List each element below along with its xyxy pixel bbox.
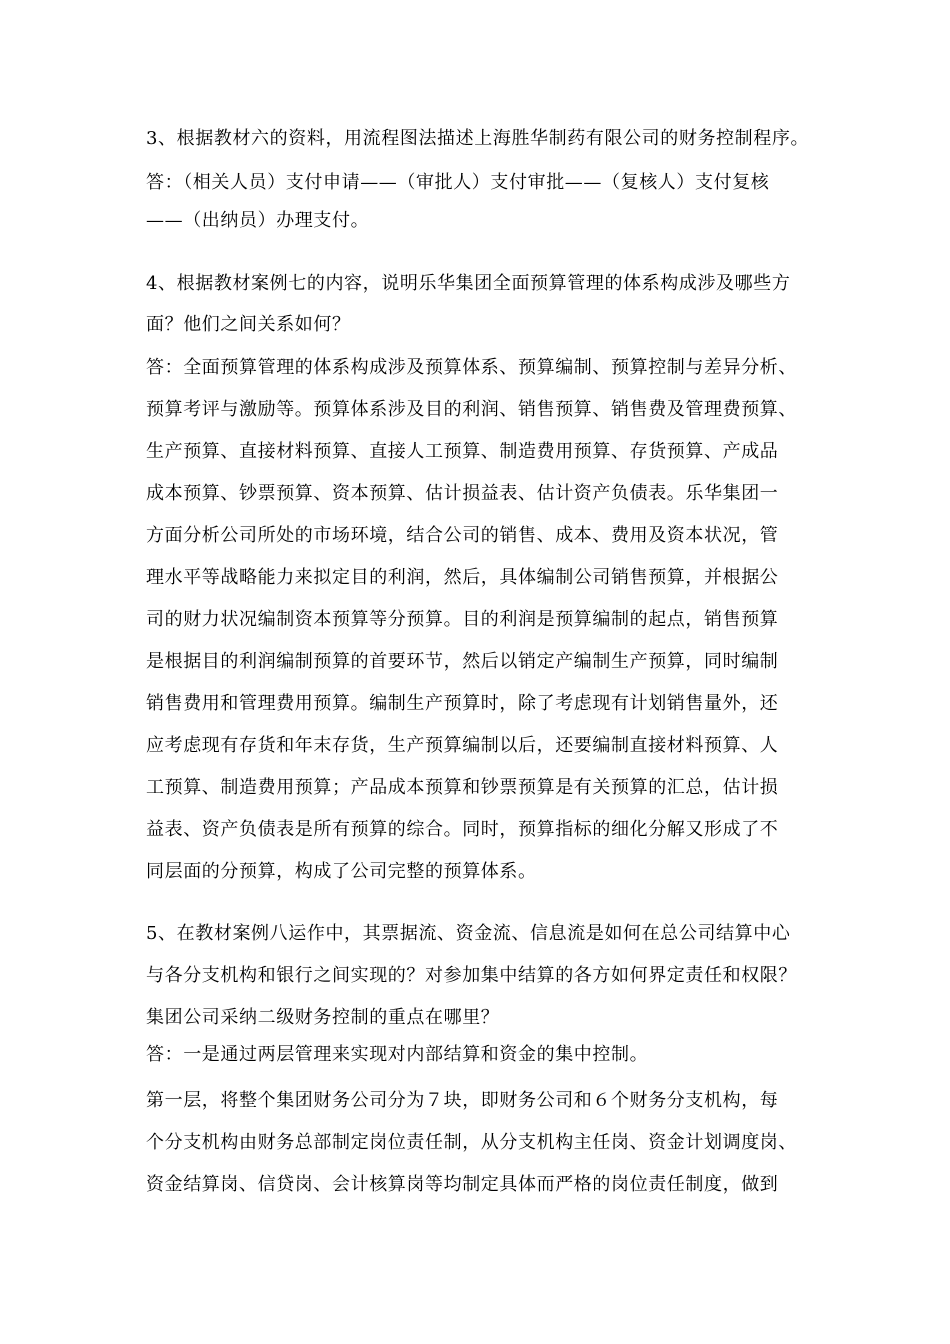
question-5-line-3: 集团公司采纳二级财务控制的重点在哪里？ (146, 1007, 500, 1028)
answer-5-line-2: 第一层，将整个集团财务公司分为７块，即财务公司和６个财务分支机构，每 (146, 1090, 779, 1111)
answer-4-line-13: 同层面的分预算，构成了公司完整的预算体系。 (146, 861, 537, 882)
answer-4-line-9: 销售费用和管理费用预算。编制生产预算时，除了考虑现有计划销售量外，还 (146, 693, 779, 714)
answer-3-line-1: 答：（相关人员）支付申请——（审批人）支付审批——（复核人）支付复核 (146, 172, 770, 193)
question-5-line-2: 与各分支机构和银行之间实现的？对参加集中结算的各方如何界定责任和权限？ (146, 965, 797, 986)
answer-4-line-5: 方面分析公司所处的市场环境，结合公司的销售、成本、费用及资本状况，管 (146, 525, 779, 546)
answer-5-line-4: 资金结算岗、信贷岗、会计核算岗等均制定具体而严格的岗位责任制度，做到 (146, 1174, 779, 1195)
question-4-line-1: 4、根据教材案例七的内容，说明乐华集团全面预算管理的体系构成涉及哪些方 (146, 273, 791, 294)
answer-4-line-3: 生产预算、直接材料预算、直接人工预算、制造费用预算、存货预算、产成品 (146, 441, 779, 462)
answer-4-line-11: 工预算、制造费用预算；产品成本预算和钞票预算是有关预算的汇总，估计损 (146, 777, 779, 798)
answer-4-line-4: 成本预算、钞票预算、资本预算、估计损益表、估计资产负债表。乐华集团一 (146, 483, 779, 504)
answer-4-line-1: 答：全面预算管理的体系构成涉及预算体系、预算编制、预算控制与差异分析、 (146, 357, 797, 378)
answer-5-line-1: 答：一是通过两层管理来实现对内部结算和资金的集中控制。 (146, 1044, 649, 1065)
answer-4-line-2: 预算考评与激励等。预算体系涉及目的利润、销售预算、销售费及管理费预算、 (146, 399, 797, 420)
answer-4-line-12: 益表、资产负债表是所有预算的综合。同时，预算指标的细化分解又形成了不 (146, 819, 779, 840)
answer-4-line-8: 是根据目的利润编制预算的首要环节，然后以销定产编制生产预算，同时编制 (146, 651, 779, 672)
answer-4-line-10: 应考虑现有存货和年末存货，生产预算编制以后，还要编制直接材料预算、人 (146, 735, 779, 756)
question-4-line-2: 面？他们之间关系如何？ (146, 314, 351, 335)
answer-4-line-7: 司的财力状况编制资本预算等分预算。目的利润是预算编制的起点，销售预算 (146, 609, 779, 630)
question-5-line-1: 5、在教材案例八运作中，其票据流、资金流、信息流是如何在总公司结算中心 (146, 923, 791, 944)
question-3-line-1: 3、根据教材六的资料，用流程图法描述上海胜华制药有限公司的财务控制程序。 (146, 128, 810, 149)
answer-4-line-6: 理水平等战略能力来拟定目的利润，然后，具体编制公司销售预算，并根据公 (146, 567, 779, 588)
answer-5-line-3: 个分支机构由财务总部制定岗位责任制，从分支机构主任岗、资金计划调度岗、 (146, 1132, 797, 1153)
answer-3-line-2: ——（出纳员）办理支付。 (146, 210, 370, 231)
